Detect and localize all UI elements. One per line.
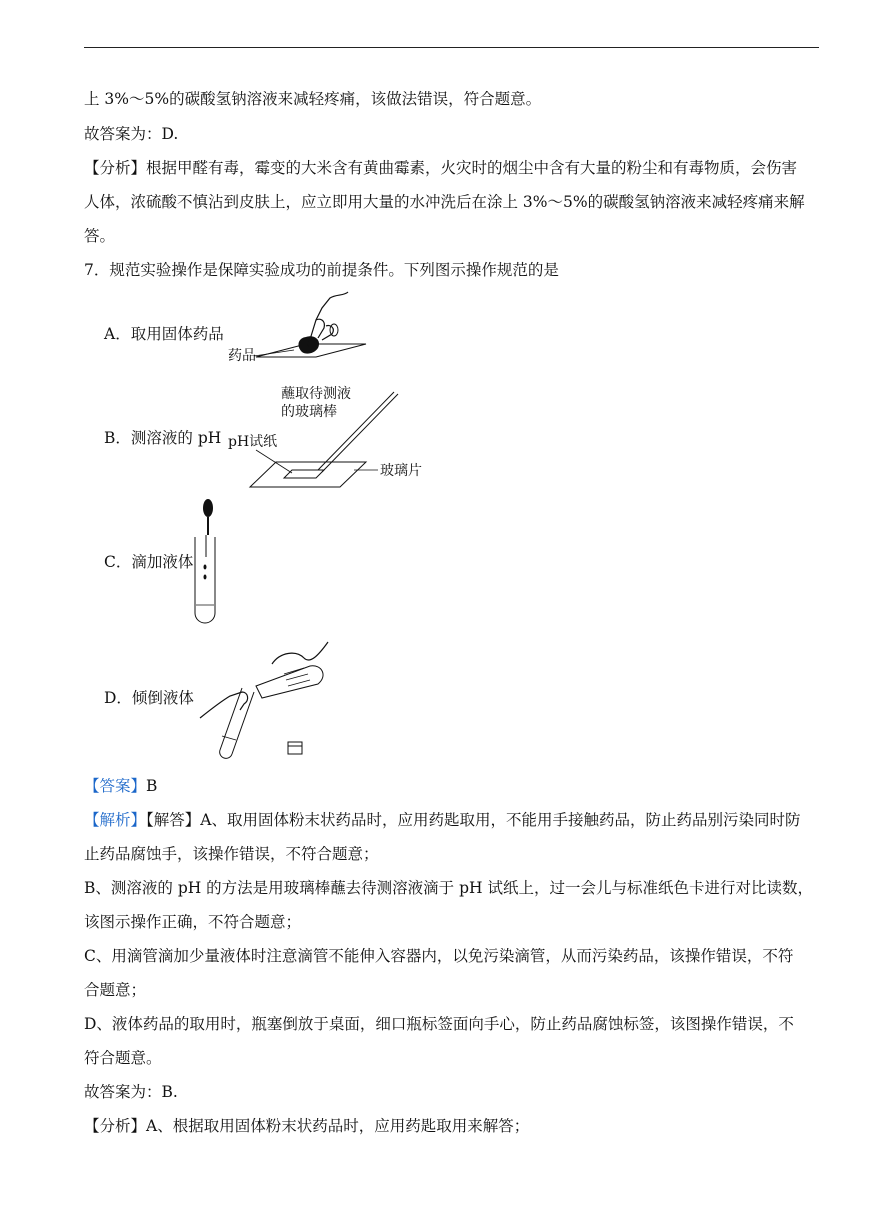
question-stem: 7．规范实验操作是保障实验成功的前提条件。下列图示操作规范的是 — [84, 261, 559, 279]
analysis-line: 合题意； — [84, 981, 147, 999]
option-b-label: B．测溶液的 pH — [104, 429, 222, 447]
droplet — [204, 565, 207, 570]
dropper-bulb — [203, 499, 213, 517]
test-tube-wall — [232, 692, 254, 754]
analysis-line: 故答案为：B. — [84, 1083, 178, 1101]
answer-tag: 【答案】 — [84, 777, 147, 795]
figure-label: 的玻璃棒 — [281, 404, 337, 420]
test-tube-bottom — [220, 750, 232, 758]
ph-paper — [284, 470, 324, 478]
analysis-line: 【分析】A、根据取用固体粉末状药品时，应用药匙取用来解答； — [84, 1117, 530, 1135]
text-line: 人体，浓硫酸不慎沾到皮肤上，应立即用大量的水冲洗后在涂上 3%～5%的碳酸氢钠溶液来减轻疼痛来解 — [84, 193, 805, 211]
analysis-line: 符合题意。 — [84, 1049, 162, 1067]
text-line: 【分析】根据甲醛有毒，霉变的大米含有黄曲霉素，火灾时的烟尘中含有大量的粉尘和有毒物质，会伤害 — [84, 159, 798, 177]
figure-label: 玻璃片 — [380, 463, 422, 479]
figure-label: pH试纸 — [228, 434, 278, 450]
figure-option-a — [226, 290, 371, 370]
hand-finger — [316, 319, 324, 338]
bottle-label — [286, 674, 308, 680]
figure-label: 蘸取待测液 — [281, 386, 351, 402]
text-line: 答。 — [84, 227, 116, 245]
answer-line — [84, 776, 157, 796]
answer-value: B — [146, 777, 158, 795]
analysis-text: 【解答】A、取用固体粉末状药品时，应用药匙取用，不能用手接触药品，防止药品别污染同时防 — [146, 811, 801, 829]
pointer-line — [254, 350, 294, 356]
figure-option-c — [190, 495, 230, 627]
analysis-line: C、用滴管滴加少量液体时注意滴管不能伸入容器内，以免污染滴管，从而污染药品，该操作错误，不符 — [84, 947, 794, 965]
analysis-line: 该图示操作正确，不符合题意； — [84, 913, 302, 931]
option-c-label: C．滴加液体 — [104, 553, 194, 571]
figure-option-b — [226, 380, 436, 490]
analysis-line — [84, 810, 800, 830]
droplet — [204, 575, 207, 580]
text-line: 故答案为：D. — [84, 125, 179, 143]
text-line: 上 3%～5%的碳酸氢钠溶液来减轻疼痛，该做法错误，符合题意。 — [84, 90, 542, 108]
analysis-tag: 【解析】 — [84, 811, 147, 829]
bottle-stopper — [288, 742, 302, 754]
reagent-bottle — [256, 666, 323, 698]
bottle-label — [284, 668, 304, 674]
figure-option-d — [200, 630, 340, 762]
header-rule — [84, 47, 819, 48]
analysis-line: B、测溶液的 pH 的方法是用玻璃棒蘸去待测溶液滴于 pH 试纸上，过一会儿与标准纸色卡进行对比读数， — [84, 879, 813, 897]
analysis-line: 止药品腐蚀手，该操作错误，不符合题意； — [84, 845, 379, 863]
glass-slide — [250, 462, 366, 487]
figure-label: 药品 — [228, 348, 256, 364]
bottle-label — [288, 680, 310, 686]
test-tube-wall — [220, 688, 242, 750]
option-d-label: D．倾倒液体 — [104, 689, 194, 707]
test-tube-bottom — [195, 613, 215, 623]
hand-outline — [272, 642, 328, 664]
option-a-label: A．取用固体药品 — [104, 325, 224, 343]
hand-outline — [200, 692, 248, 718]
analysis-line: D、液体药品的取用时，瓶塞倒放于桌面，细口瓶标签面向手心，防止药品腐蚀标签，该图操作错误，不 — [84, 1015, 794, 1033]
